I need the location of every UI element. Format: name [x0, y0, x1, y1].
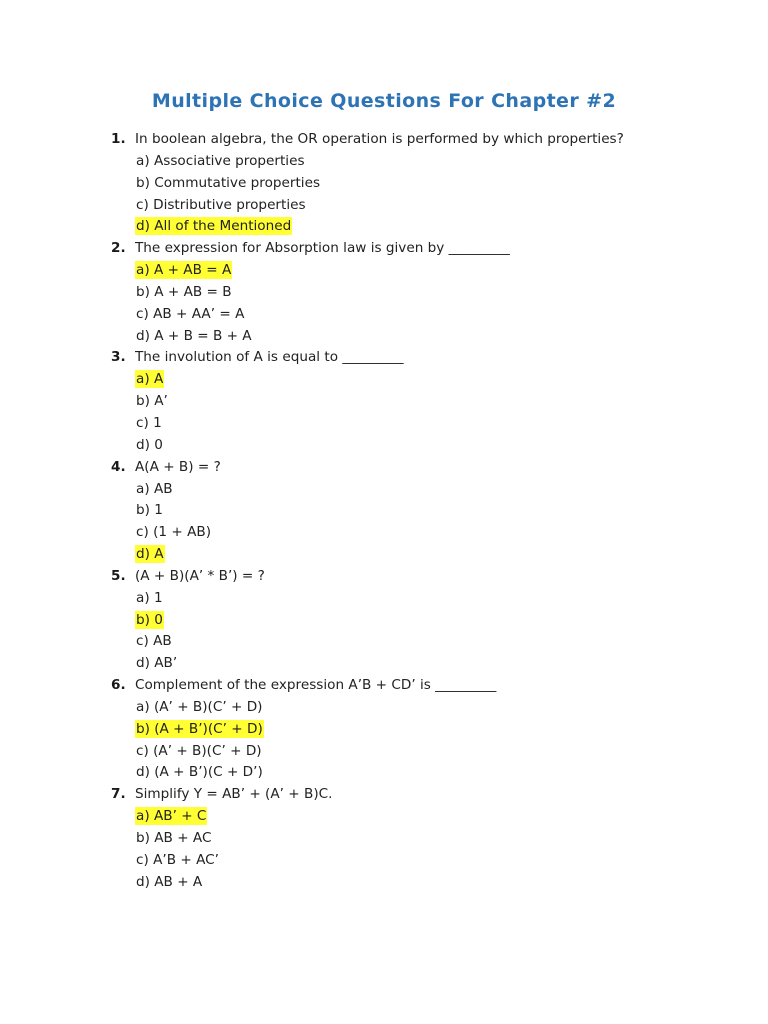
option-a-correct	[111, 260, 731, 282]
option-d	[111, 326, 731, 348]
question-list	[111, 129, 731, 894]
option-text: a) 1	[136, 589, 163, 606]
option-b	[111, 282, 731, 304]
option-a	[111, 697, 731, 719]
option-d	[111, 762, 731, 784]
question-number: 7.	[111, 786, 126, 803]
question-4	[111, 457, 731, 566]
option-text-highlighted: b) 0	[136, 611, 163, 628]
option-text: c) 1	[136, 414, 162, 431]
option-text: b) AB + AC	[136, 830, 212, 846]
option-d-correct	[111, 544, 731, 566]
option-c	[111, 522, 731, 544]
option-text: c) (1 + AB)	[136, 524, 212, 541]
question-text: A(A + B) = ?	[135, 458, 221, 475]
option-c	[111, 304, 731, 326]
question-1	[111, 129, 731, 238]
question-stem	[111, 129, 731, 151]
option-c	[111, 195, 731, 217]
option-a-correct	[111, 806, 731, 828]
question-number: 3.	[111, 349, 126, 366]
question-number: 6.	[111, 677, 126, 694]
option-text: b) 1	[136, 502, 163, 519]
option-c	[111, 741, 731, 763]
option-text: a) Associative properties	[136, 152, 305, 169]
question-number: 2.	[111, 240, 126, 257]
question-stem	[111, 675, 731, 697]
option-b	[111, 500, 731, 522]
question-number: 5.	[111, 567, 126, 584]
option-text: c) Distributive properties	[136, 196, 306, 213]
option-d	[111, 435, 731, 457]
question-text: (A + B)(A’ * B’) = ?	[135, 567, 265, 584]
option-a-correct	[111, 369, 731, 391]
option-text: b) Commutative properties	[136, 174, 321, 191]
option-text-highlighted: a) A	[136, 371, 164, 388]
option-d-correct	[111, 216, 731, 238]
question-stem	[111, 566, 731, 588]
option-text: d) AB’	[136, 655, 178, 672]
option-b-correct	[111, 719, 731, 741]
option-text-highlighted: b) (A + B’)(C’ + D)	[136, 720, 263, 737]
option-b-correct	[111, 610, 731, 632]
option-text: d) A + B = B + A	[136, 327, 252, 344]
question-text: Complement of the expression A’B + CD’ is _________	[135, 677, 497, 694]
option-d	[111, 872, 731, 894]
option-a	[111, 479, 731, 501]
option-b	[111, 391, 731, 413]
option-text: c) AB	[136, 633, 172, 650]
option-text: c) (A’ + B)(C’ + D)	[136, 742, 262, 759]
question-stem	[111, 457, 731, 479]
option-text: b) A’	[136, 393, 168, 410]
question-number: 4.	[111, 458, 126, 475]
question-number: 1.	[111, 131, 126, 147]
option-a	[111, 151, 731, 173]
question-5	[111, 566, 731, 675]
option-text: c) A’B + AC’	[136, 851, 219, 868]
option-text: a) (A’ + B)(C’ + D)	[136, 698, 263, 715]
question-stem	[111, 784, 731, 806]
page-title: Multiple Choice Questions For Chapter #2	[151, 90, 617, 112]
option-b	[111, 173, 731, 195]
option-text: b) A + AB = B	[136, 283, 232, 300]
question-text: The involution of A is equal to _________	[135, 349, 404, 366]
question-stem	[111, 347, 731, 369]
question-7	[111, 784, 731, 893]
question-text: Simplify Y = AB’ + (A’ + B)C.	[135, 786, 333, 803]
option-d	[111, 653, 731, 675]
option-b	[111, 828, 731, 850]
question-text: The expression for Absorption law is given by _________	[135, 240, 510, 257]
option-text: d) (A + B’)(C + D’)	[136, 764, 263, 781]
option-text-highlighted: a) A + AB = A	[136, 262, 232, 279]
option-text: d) AB + A	[136, 873, 203, 890]
option-c	[111, 631, 731, 653]
option-c	[111, 850, 731, 872]
option-text-highlighted: a) AB’ + C	[136, 808, 207, 825]
option-text: a) AB	[136, 480, 173, 497]
option-text-highlighted: d) All of the Mentioned	[136, 218, 292, 235]
question-2	[111, 238, 731, 347]
option-text: c) AB + AA’ = A	[136, 305, 245, 322]
question-text: In boolean algebra, the OR operation is performed by which properties?	[135, 131, 624, 147]
option-text-highlighted: d) A	[136, 546, 164, 563]
option-text: d) 0	[136, 436, 163, 453]
option-c	[111, 413, 731, 435]
question-6	[111, 675, 731, 784]
question-3	[111, 347, 731, 456]
option-a	[111, 588, 731, 610]
question-stem	[111, 238, 731, 260]
